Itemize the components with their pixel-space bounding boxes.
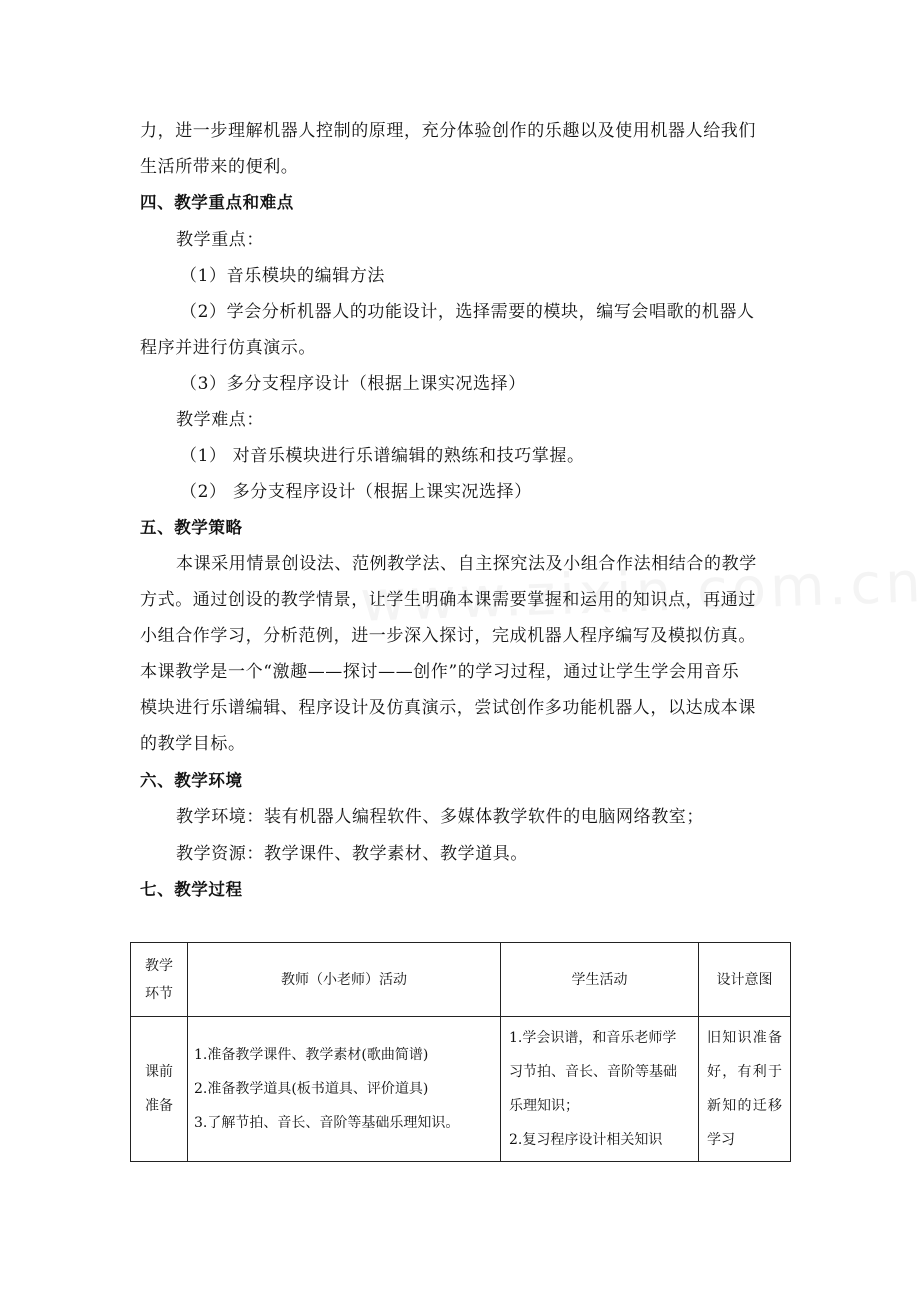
key-point-2-line-1: （2）学会分析机器人的功能设计，选择需要的模块，编写会唱歌的机器人 [180, 302, 755, 322]
strategy-line-1: 本课采用情景创设法、范例教学法、自主探究法及小组合作法相结合的教学 [176, 554, 757, 574]
student-activity-2: 2.复习程序设计相关知识 [509, 1132, 663, 1148]
row-design-intent: 旧知识准备好，有利于新知的迁移学习 [699, 1017, 791, 1162]
header-teacher: 教师（小老师）活动 [188, 943, 501, 1017]
key-point-2-line-2: 程序并进行仿真演示。 [140, 338, 316, 358]
resources-line: 教学资源：教学课件、教学素材、教学道具。 [176, 844, 528, 864]
intro-line-1: 力，进一步理解机器人控制的原理，充分体验创作的乐趣以及使用机器人给我们 [140, 121, 756, 141]
strategy-line-2: 方式。通过创设的教学情景，让学生明确本课需要掌握和运用的知识点，再通过 [140, 590, 756, 610]
header-intent: 设计意图 [699, 943, 791, 1017]
table-header-row [131, 943, 791, 1017]
teacher-activity-3: 3.了解节拍、音长、音阶等基础乐理知识。 [194, 1115, 460, 1131]
section-7-heading: 七、教学过程 [140, 880, 243, 899]
strategy-line-6: 的教学目标。 [140, 734, 246, 754]
difficulty-2: （2） 多分支程序设计（根据上课实况选择） [180, 482, 532, 502]
key-points-label: 教学重点： [176, 230, 264, 250]
header-student: 学生活动 [501, 943, 699, 1017]
teaching-process-table [130, 942, 791, 1162]
header-stage [131, 943, 188, 1017]
strategy-line-5: 模块进行乐谱编辑、程序设计及仿真演示，尝试创作多功能机器人，以达成本课 [140, 698, 756, 718]
difficulty-1: （1） 对音乐模块进行乐谱编辑的熟练和技巧掌握。 [180, 446, 585, 466]
environment-line: 教学环境：装有机器人编程软件、多媒体教学软件的电脑网络教室； [176, 807, 704, 827]
table-row [131, 1017, 791, 1162]
key-point-1: （1）音乐模块的编辑方法 [180, 266, 386, 286]
section-6-heading: 六、教学环境 [140, 771, 243, 790]
teacher-activity-2: 2.准备教学道具(板书道具、评价道具) [194, 1081, 429, 1097]
section-4-heading: 四、教学重点和难点 [140, 193, 294, 212]
row-stage-line-2: 准备 [145, 1098, 173, 1114]
intro-line-2: 生活所带来的便利。 [140, 157, 299, 177]
key-point-3: （3）多分支程序设计（根据上课实况选择） [180, 374, 526, 394]
section-5-heading: 五、教学策略 [140, 518, 243, 537]
row-teacher-activities [188, 1017, 501, 1162]
strategy-line-4: 本课教学是一个“激趣——探讨——创作”的学习过程，通过让学生学会用音乐 [140, 662, 740, 682]
strategy-line-3: 小组合作学习，分析范例，进一步深入探讨，完成机器人程序编写及模拟仿真。 [140, 626, 756, 646]
row-student-activities [501, 1017, 699, 1162]
row-stage-line-1: 课前 [145, 1064, 173, 1080]
header-stage-line-2: 环节 [145, 985, 173, 1002]
difficulties-label: 教学难点： [176, 410, 264, 430]
teacher-activity-1: 1.准备教学课件、教学素材(歌曲简谱) [194, 1047, 429, 1063]
header-stage-line-1: 教学 [145, 957, 173, 974]
student-activity-1: 1.学会识谱，和音乐老师学习节拍、音长、音阶等基础乐理知识； [509, 1030, 677, 1114]
row-stage [131, 1017, 188, 1162]
